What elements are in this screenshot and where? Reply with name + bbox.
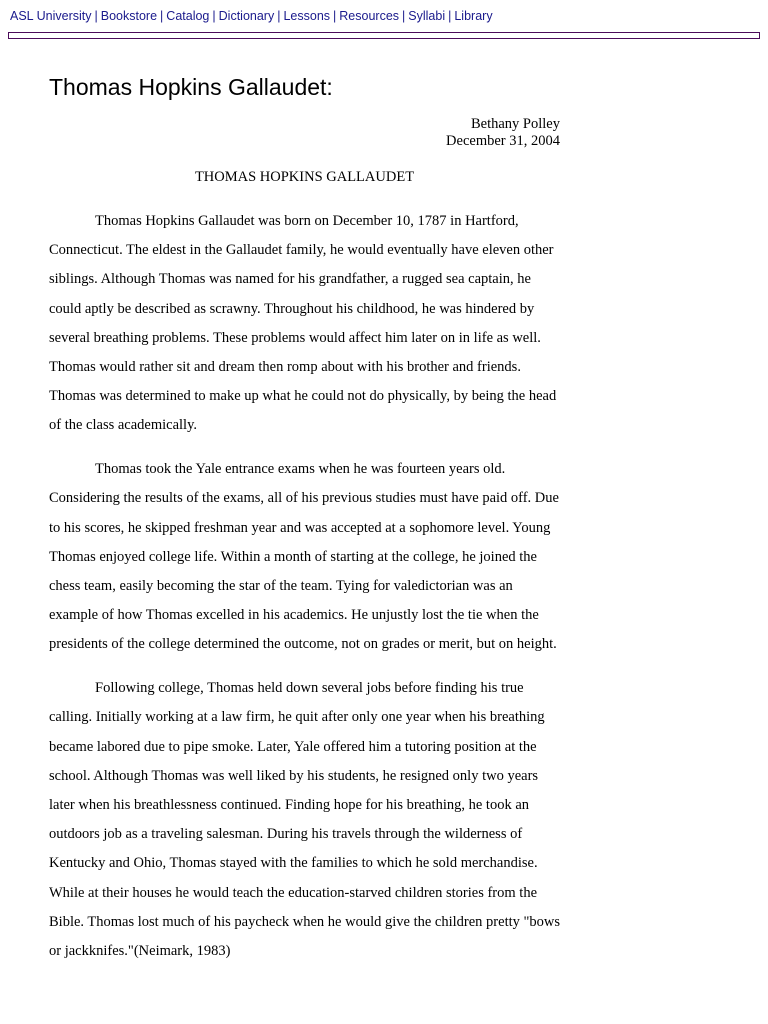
nav-separator: | [212,9,216,23]
document-heading: THOMAS HOPKINS GALLAUDET [194,169,415,185]
nav-separator: | [448,9,452,23]
nav-separator: | [277,9,281,23]
nav-link-catalog[interactable]: Catalog [166,9,210,23]
nav-divider-bar [8,32,760,39]
nav-link-asl-university[interactable]: ASL University [10,9,92,23]
nav-separator: | [160,9,164,23]
paragraph-yale: Thomas took the Yale entrance exams when he was fourteen years old. Considering the results of the exams, all of his previous studies must have paid off. Due to his scores, he skipped freshman year and was accepted at a sophomore level. Young Thomas enjoyed college life. Within a month of starting at the college, he joined the chess team, easily becoming the star of the team. Tying for valedictorian was an example of how Thomas excelled in his academics. He unjustly lost the tie when the presidents of the college determined the outcome, not on grades or merit, but on height. [49,461,559,653]
page-title: Thomas Hopkins Gallaudet: [49,74,333,100]
byline [446,116,560,150]
paragraph-birth: Thomas Hopkins Gallaudet was born on December 10, 1787 in Hartford, Connecticut. The eldest in the Gallaudet family, he would eventually have eleven other siblings. Although Thomas was named for his grandfather, a rugged sea captain, he could aptly be described as scrawny. Throughout his childhood, he was hindered by several breathing problems. These problems would affect him later on in life as well. Thomas would rather sit and dream then romp about with his brother and friends. Thomas was determined to make up what he could not do physically, by being the head of the class academically. [49,213,557,434]
nav-link-syllabi[interactable]: Syllabi [408,9,446,23]
nav-link-resources[interactable]: Resources [339,9,400,23]
nav-separator: | [402,9,406,23]
nav-link-library[interactable]: Library [454,9,493,23]
nav-separator: | [333,9,337,23]
publish-date: December 31, 2004 [446,133,560,149]
author-name: Bethany Polley [470,116,560,132]
article-body [49,207,561,981]
paragraph-early-career: Following college, Thomas held down several jobs before finding his true calling. Initially working at a law firm, he quit after only one year when his breathing became labored due to pipe smoke. Later, Yale offered him a tutoring position at the school. Although Thomas was well liked by his students, he resigned only two years later when his breathlessness continued. Finding hope for his breathing, he took an outdoors job as a traveling salesman. During his travels through the wilderness of Kentucky and Ohio, Thomas stayed with the families to which he sold merchandise. While at their houses he would teach the education-starved children stories from the Bible. Thomas lost much of his paycheck when he would give the children pretty "bows or jackknifes."(Neimark, 1983) [49,680,561,960]
nav-link-dictionary[interactable]: Dictionary [218,9,275,23]
nav-link-lessons[interactable]: Lessons [283,9,331,23]
nav-link-bookstore[interactable]: Bookstore [100,9,158,23]
top-nav [10,9,493,23]
nav-separator: | [94,9,98,23]
